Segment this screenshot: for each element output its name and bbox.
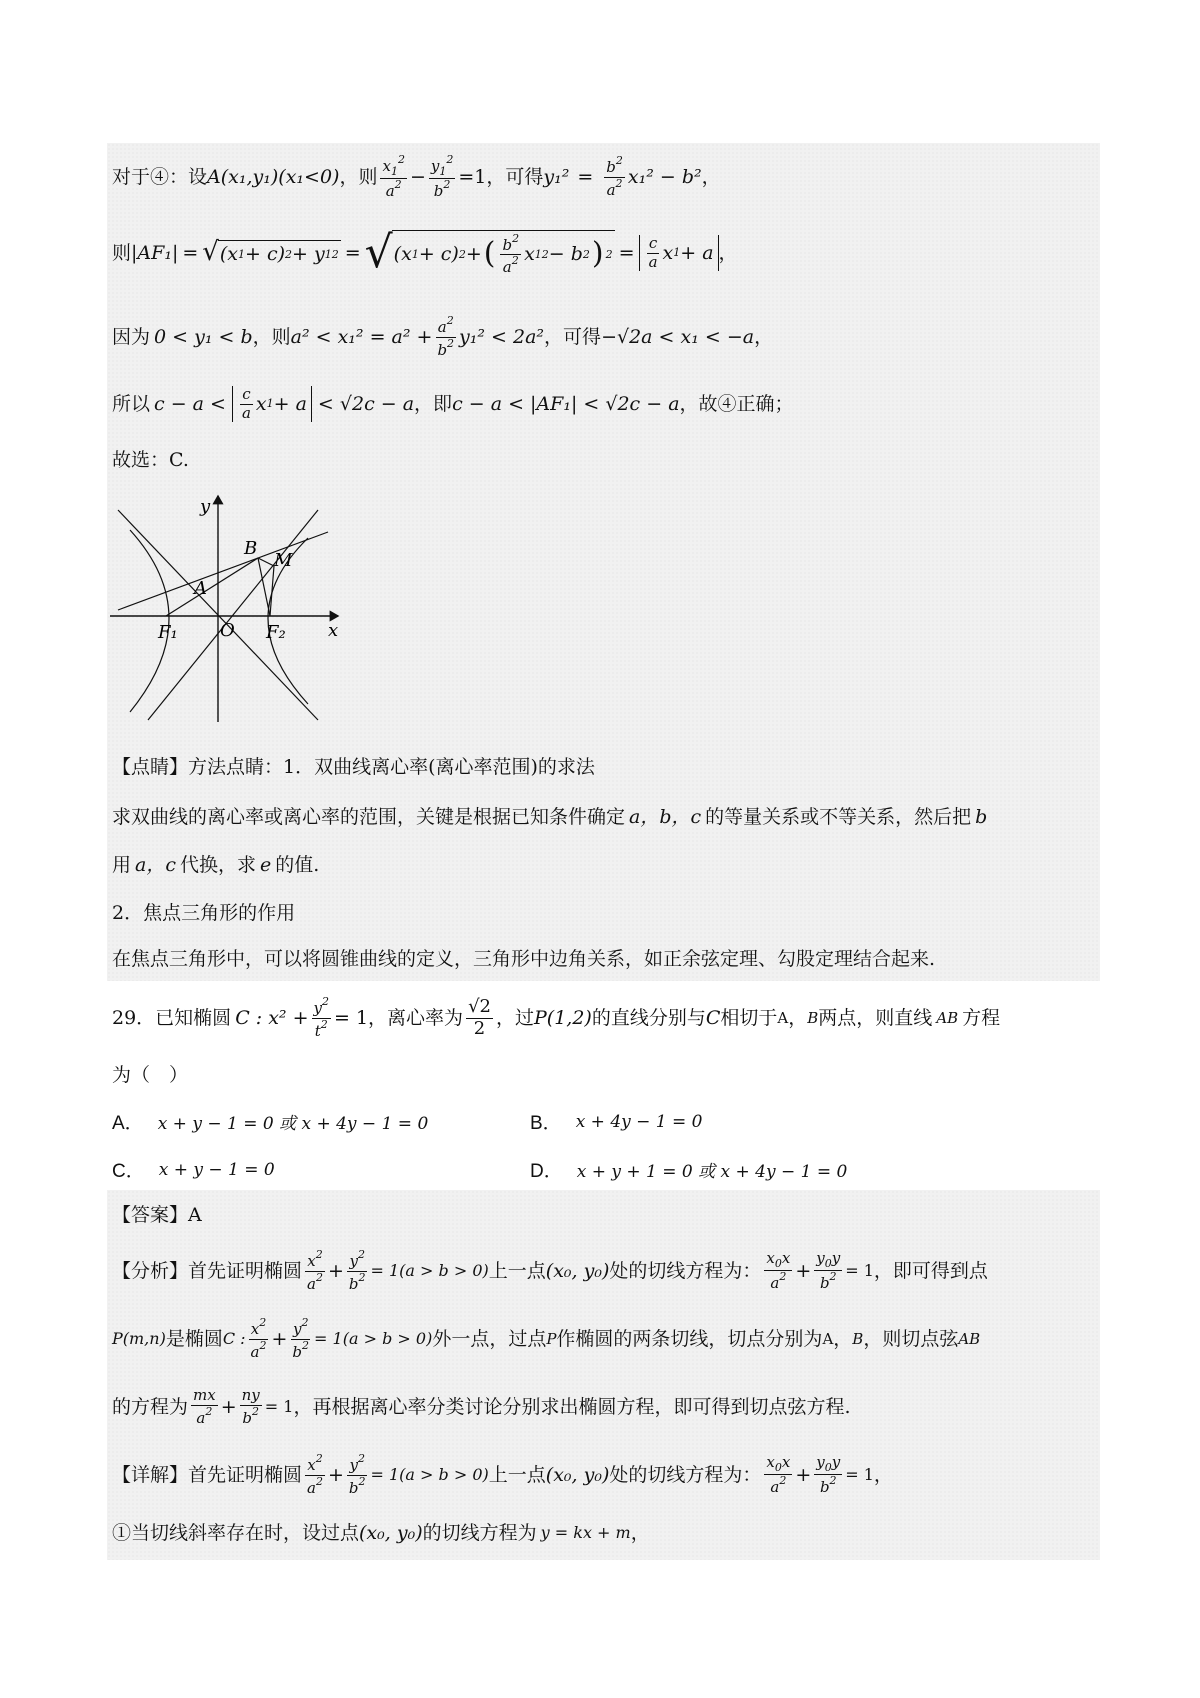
notes-p2e: 的值.: [275, 853, 320, 876]
frac-y2-b2-2: $\frac{y^2}{b^2}$: [292, 1316, 310, 1361]
analysis-b8: A: [822, 1330, 834, 1348]
detail-d4: 处的切线方程为：: [609, 1463, 762, 1486]
q29-AB: AB: [936, 1009, 959, 1027]
option-c-text: x + y − 1 = 0: [158, 1159, 275, 1180]
detail-e2: (x₀, y₀): [359, 1521, 423, 1544]
analysis-b4: = 1(a > b > 0): [314, 1329, 433, 1349]
analysis-b7: 作椭圆的两条切线，切点分别为: [556, 1327, 823, 1350]
line3-c1: 0 < y₁ < b: [154, 325, 253, 348]
sol4-comma: ，: [701, 165, 721, 188]
frac-y2-b2-3: $\frac{y^2}{b^2}$: [348, 1452, 366, 1497]
detail-e3: 的切线方程为: [422, 1521, 537, 1544]
q29-B: B: [807, 1009, 819, 1027]
label-x: x: [328, 620, 339, 641]
detail-d5: = 1: [845, 1465, 874, 1485]
label-B: B: [244, 538, 258, 559]
sol4-line-3: [112, 312, 773, 362]
option-a[interactable]: [112, 1108, 428, 1135]
q29-C: C: [705, 1006, 721, 1029]
line4-mid: ，即: [414, 392, 453, 415]
analysis-b6: P: [546, 1330, 557, 1348]
detail-d3: 上一点: [488, 1463, 546, 1486]
analysis-b2: 是椭圆: [165, 1327, 223, 1350]
analysis-c2: = 1: [264, 1397, 294, 1417]
notes-p2d: e: [260, 853, 272, 876]
option-d-key: D．: [530, 1161, 563, 1182]
notes-p1c: 的等量关系或不等关系，然后把: [705, 805, 972, 828]
line3-obtain: ，可得: [544, 325, 602, 348]
notes-p3: [112, 944, 935, 974]
line2-lead: 则: [112, 241, 132, 264]
sol4-obtain: ，可得: [486, 165, 544, 188]
q29-cont: 为（ ）: [112, 1063, 189, 1086]
notes-p1a: 求双曲线的离心率或离心率的范围，关键是根据已知条件确定: [112, 805, 626, 828]
option-c[interactable]: [112, 1156, 275, 1183]
sol4-y1sq: y₁²: [543, 165, 570, 188]
option-b-text: x + 4y − 1 = 0: [575, 1111, 703, 1132]
q29-ecc: ，离心率为: [368, 1006, 464, 1029]
q29-eqn: 方程: [962, 1006, 1001, 1029]
line2-tail: ，: [718, 241, 738, 264]
analysis-line-3: 的方程为 $\frac{mx}{a^2}$ + $\frac{ny}{b^2}$ = 1 ，再根据离心率分类讨论分别求出椭圆方程，即可得到切点弦方程.: [112, 1386, 851, 1427]
q29-two: 两点，则直线: [818, 1006, 933, 1029]
notes-p3-text: 在焦点三角形中，可以将圆锥曲线的定义，三角形中边角关系，如正余弦定理、勾股定理结合起来.: [112, 947, 936, 970]
label-O: O: [220, 620, 235, 641]
sol4-lead: 对于④：设: [112, 165, 208, 188]
analysis-a1: 【分析】首先证明椭圆: [112, 1259, 303, 1282]
notes-h2: [112, 898, 295, 928]
sqrt-expr-1: √ (x 1 + c) 2 + y 1 2: [202, 237, 339, 268]
notes-title-text: 【点睛】方法点睛：1．双曲线离心率(离心率范围)的求法: [112, 755, 595, 778]
q29-line-2: [112, 1060, 188, 1090]
analysis-line-1: 【分析】首先证明椭圆 $\frac{x^2}{a^2}$ + $\frac{y^2}{b^2}$ = 1(a > b > 0) 上一点 (x₀, y₀) 处的切线方程为： $\frac{x_0x}{a^2}$ + $\frac{y_0y}{b^2}$ = 1 ，即可得到点: [112, 1248, 988, 1293]
frac-b2-a2: $\frac{b^2}{a^2}$: [606, 154, 623, 199]
line3-c3: −√2a < x₁ < −a: [601, 325, 755, 348]
frac-x1sq-a2: $\frac{x_1^2}{a^2}$: [382, 152, 405, 201]
line4-c2: < √2c − a: [317, 392, 415, 415]
option-c-key: C．: [112, 1161, 145, 1182]
label-y: y: [200, 496, 211, 517]
abs-expr-2: $\frac{c}{a}$ x 1 + a: [232, 386, 312, 422]
detail-line-1: 【详解】首先证明椭圆 $\frac{x^2}{a^2}$ + $\frac{y^2}{b^2}$ = 1(a > b > 0) 上一点 (x₀, y₀) 处的切线方程为： $\frac{x_0x}{a^2}$ + $\frac{y_0y}{b^2}$ = 1 ，: [112, 1452, 893, 1497]
detail-e5: ，: [630, 1521, 650, 1544]
sol4-cond: A(x₁,y₁)(x₁<0): [207, 165, 340, 188]
answer-line: [112, 1200, 202, 1230]
frac-ny-b2: $\frac{ny}{b^2}$: [241, 1386, 260, 1427]
analysis-c1: 的方程为: [112, 1395, 189, 1418]
analysis-a4: 处的切线方程为：: [609, 1259, 762, 1282]
notes-h2-text: 2．焦点三角形的作用: [112, 901, 296, 924]
notes-p1: [112, 802, 987, 832]
analysis-a2: = 1(a > b > 0): [370, 1261, 489, 1281]
detail-line-2: [112, 1516, 650, 1550]
notes-p2a: 用: [112, 853, 132, 876]
line3-c2b: y₁² < 2a²: [459, 325, 545, 348]
notes-p1d: b: [975, 805, 988, 828]
detail-pt: (x₀, y₀): [545, 1463, 610, 1486]
line3-tail: ，: [754, 325, 774, 348]
analysis-b1: P(m,n): [112, 1329, 166, 1349]
line4-tail: ，故④正确；: [679, 392, 794, 415]
q29-A: A: [777, 1009, 789, 1027]
detail-e4: y = kx + m: [540, 1523, 631, 1543]
label-F2: F₂: [266, 622, 286, 643]
line3-mid: ，则: [252, 325, 291, 348]
sol4-line-1: 对于④：设 A(x₁,y₁)(x₁<0) ，则 $\frac{x_1^2}{a^2}$ − $\frac{y_1^2}{b^2}$ =1 ，可得 y₁² = $\frac{b^2}{a^2}$ x₁² − b² ，: [112, 152, 721, 201]
frac-y1sq-b2: $\frac{y_1^2}{b^2}$: [430, 152, 454, 201]
notes-p2: [112, 850, 319, 880]
line4-c3: c − a < |AF₁| < √2c − a: [452, 392, 680, 415]
label-A: A: [194, 578, 207, 599]
q29-line-1: [112, 990, 1000, 1046]
frac-x0x-a2-2: $\frac{x_0x}{a^2}$: [766, 1452, 791, 1497]
line-b-f2: [258, 558, 270, 616]
q29-tangent: 相切于: [720, 1006, 778, 1029]
analysis-a3: 上一点: [488, 1259, 546, 1282]
option-a-text: x + y − 1 = 0 或 x + 4y − 1 = 0: [157, 1114, 429, 1134]
analysis-b10: B: [852, 1330, 864, 1348]
line3-lead: 因为: [112, 325, 151, 348]
detail-d2: = 1(a > b > 0): [370, 1465, 489, 1485]
hyperbola-figure: [108, 490, 348, 730]
q29-num: 29．已知椭圆: [112, 1006, 232, 1029]
analysis-b9: ，: [833, 1327, 853, 1350]
frac-x2-a2-2: $\frac{x^2}{a^2}$: [250, 1316, 267, 1361]
analysis-a5: = 1: [845, 1261, 874, 1281]
line-m-f2: [270, 566, 274, 616]
analysis-b5: 外一点，过点: [432, 1327, 547, 1350]
option-d-text: x + y + 1 = 0 或 x + 4y − 1 = 0: [576, 1162, 848, 1182]
analysis-c3: ，再根据离心率分类讨论分别求出椭圆方程，即可得到切点弦方程.: [293, 1395, 851, 1418]
answer-text: 【答案】A: [112, 1203, 202, 1226]
abs-expr: $\frac{c}{a}$ x 1 + a: [639, 235, 719, 271]
detail-e1: ①当切线斜率存在时，设过点: [112, 1521, 360, 1544]
detail-d6: ，: [873, 1463, 893, 1486]
frac-y2-t2: $\frac{y^2}{t^2}$: [313, 995, 329, 1040]
frac-x0x-a2: $\frac{x_0x}{a^2}$: [766, 1248, 791, 1293]
option-b[interactable]: [530, 1108, 702, 1135]
frac-a2-b2: $\frac{a^2}{b^2}$: [437, 314, 455, 359]
asymptote-2: [148, 510, 318, 720]
q29-point: P(1,2): [534, 1006, 592, 1029]
analysis-b12: AB: [958, 1330, 981, 1348]
analysis-a6: ，即可得到点: [873, 1259, 988, 1282]
frac-y2-b2: $\frac{y^2}{b^2}$: [348, 1248, 366, 1293]
option-b-key: B．: [530, 1113, 562, 1134]
sol4-then: ，则: [339, 165, 378, 188]
option-d[interactable]: [530, 1156, 847, 1183]
sqrt-expr-2: √ (x 1 + c) 2 + ( $\frac{b^2}{a^2}$ x 1 2 − b 2 ) 2: [364, 226, 613, 278]
q29-cut: 的直线分别与: [591, 1006, 706, 1029]
notes-p2c: 代换，求: [180, 853, 257, 876]
q29-curve: C : x² +: [235, 1006, 309, 1029]
notes-p2b: a，c: [135, 853, 176, 876]
detail-d1: 【详解】首先证明椭圆: [112, 1463, 303, 1486]
line3-c2a: a² < x₁² = a² +: [290, 325, 433, 348]
frac-x2-a2-3: $\frac{x^2}{a^2}$: [307, 1452, 323, 1497]
sol4-eq1-tail: =1: [458, 165, 487, 188]
sol4-line-2: 则 |AF₁| = √ (x 1 + c) 2 + y 1 2 = √ (x 1 + c) 2 + ( $\frac{b^2}{a^2}$ x 1 2 − b 2 ) 2 = $\frac{c}{a}$ x 1 + a ，: [112, 226, 738, 278]
line2-af1: |AF₁|: [131, 241, 179, 264]
label-M: M: [274, 550, 293, 571]
sol4-line-4: [112, 378, 794, 430]
frac-x2-a2: $\frac{x^2}{a^2}$: [307, 1248, 323, 1293]
analysis-line-2: P(m,n) 是椭圆 C : $\frac{x^2}{a^2}$ + $\frac{y^2}{b^2}$ = 1(a > b > 0) 外一点，过点 P 作椭圆的两条切线，切点分别为 A ， B ，则切点弦 AB: [112, 1316, 981, 1361]
q29-pass: ，过: [495, 1006, 534, 1029]
analysis-b3: C :: [222, 1329, 246, 1349]
q29-sep: ，: [788, 1006, 808, 1029]
frac-y0y-b2-2: $\frac{y_0y}{b^2}$: [816, 1452, 841, 1497]
option-a-key: A．: [112, 1113, 144, 1134]
line4-lead: 所以: [112, 392, 151, 415]
q29-eq-tail: = 1: [333, 1006, 369, 1029]
sol4-eq2-rhs: x₁² − b²: [627, 165, 702, 188]
frac-y0y-b2: $\frac{y_0y}{b^2}$: [816, 1248, 841, 1293]
analysis-pt: (x₀, y₀): [545, 1259, 610, 1282]
choose-text: 故选：C.: [112, 448, 189, 471]
frac-mx-a2: $\frac{mx}{a^2}$: [193, 1386, 216, 1427]
choose-line: [112, 445, 189, 475]
notes-title: [112, 752, 595, 782]
frac-sqrt2-2: $\frac{√2}{2}$: [468, 995, 491, 1039]
line4-c1: c − a <: [154, 392, 226, 415]
analysis-b11: ，则切点弦: [863, 1327, 959, 1350]
label-F1: F₁: [158, 622, 178, 643]
line-b-m: [258, 558, 274, 566]
notes-p1b: a，b，c: [629, 805, 702, 828]
